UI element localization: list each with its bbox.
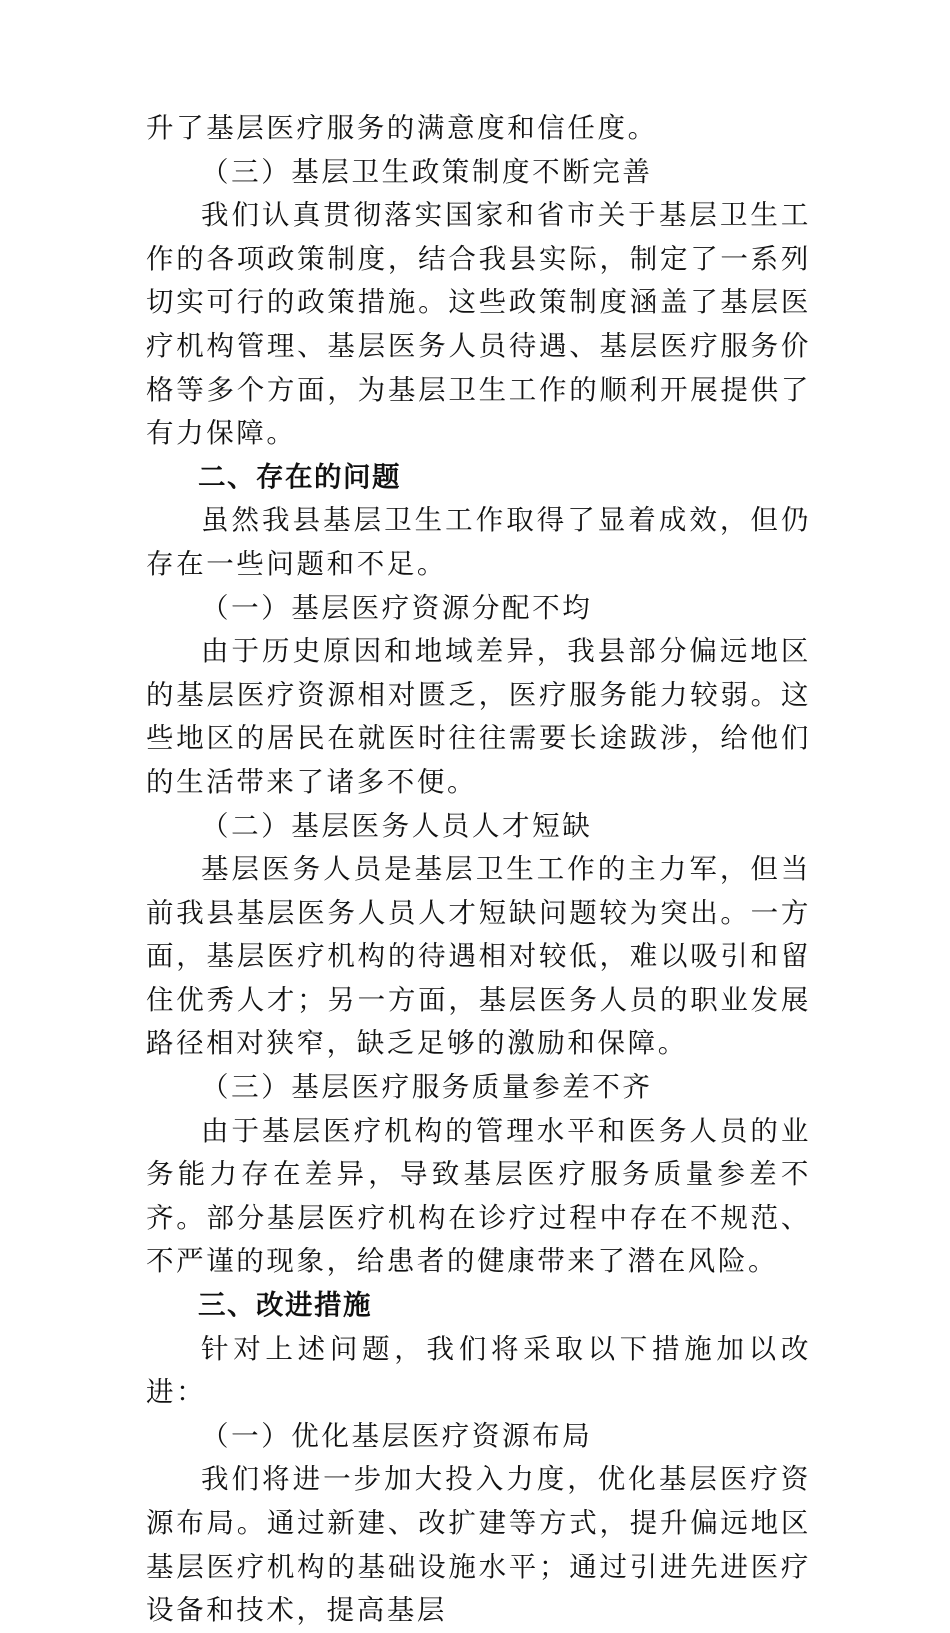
subheading-optimize-layout: （一）优化基层医疗资源布局	[201, 1419, 593, 1452]
paragraph-optimize-layout: 我们将进一步加大投入力度，优化基层医疗资源布局。通过新建、改扩建等方式，提升偏远地区基层医疗机构的基础设施水平；通过引进先进医疗设备和技术，提高基层	[146, 1463, 811, 1627]
paragraph-problems-intro: 虽然我县基层卫生工作取得了显着成效，但仍存在一些问题和不足。	[146, 504, 811, 580]
section-heading-problems: 二、存在的问题	[198, 460, 401, 493]
subheading-service-quality: （三）基层医疗服务质量参差不齐	[201, 1071, 653, 1104]
section-heading-measures: 三、改进措施	[198, 1289, 372, 1322]
subheading-resource-distribution: （一）基层医疗资源分配不均	[201, 591, 593, 624]
paragraph-policy: 我们认真贯彻落实国家和省市关于基层卫生工作的各项政策制度，结合我县实际，制定了一系列切实可行的政策措施。这些政策制度涵盖了基层医疗机构管理、基层医务人员待遇、基层医疗服务价格等多个方面，为基层卫生工作的顺利开展提供了有力保障。	[146, 199, 811, 450]
paragraph-continuation: 升了基层医疗服务的满意度和信任度。	[146, 112, 658, 144]
paragraph-measures-intro: 针对上述问题，我们将采取以下措施加以改进：	[146, 1332, 811, 1409]
paragraph-staff-shortage: 基层医务人员是基层卫生工作的主力军，但当前我县基层医务人员人才短缺问题较为突出。一方面，基层医疗机构的待遇相对较低，难以吸引和留住优秀人才；另一方面，基层医务人员的职业发展路径相对狭窄，缺乏足够的激励和保障。	[146, 853, 811, 1060]
subheading-staff-shortage: （二）基层医务人员人才短缺	[201, 809, 593, 842]
paragraph-service-quality: 由于基层医疗机构的管理水平和医务人员的业务能力存在差异，导致基层医疗服务质量参差不齐。部分基层医疗机构在诊疗过程中存在不规范、不严谨的现象，给患者的健康带来了潜在风险。	[146, 1114, 811, 1278]
document-body	[146, 107, 811, 1633]
subheading-policy-improvement: （三）基层卫生政策制度不断完善	[201, 155, 653, 188]
paragraph-resource-distribution: 由于历史原因和地域差异，我县部分偏远地区的基层医疗资源相对匮乏，医疗服务能力较弱。这些地区的居民在就医时往往需要长途跋涉，给他们的生活带来了诸多不便。	[146, 635, 811, 798]
